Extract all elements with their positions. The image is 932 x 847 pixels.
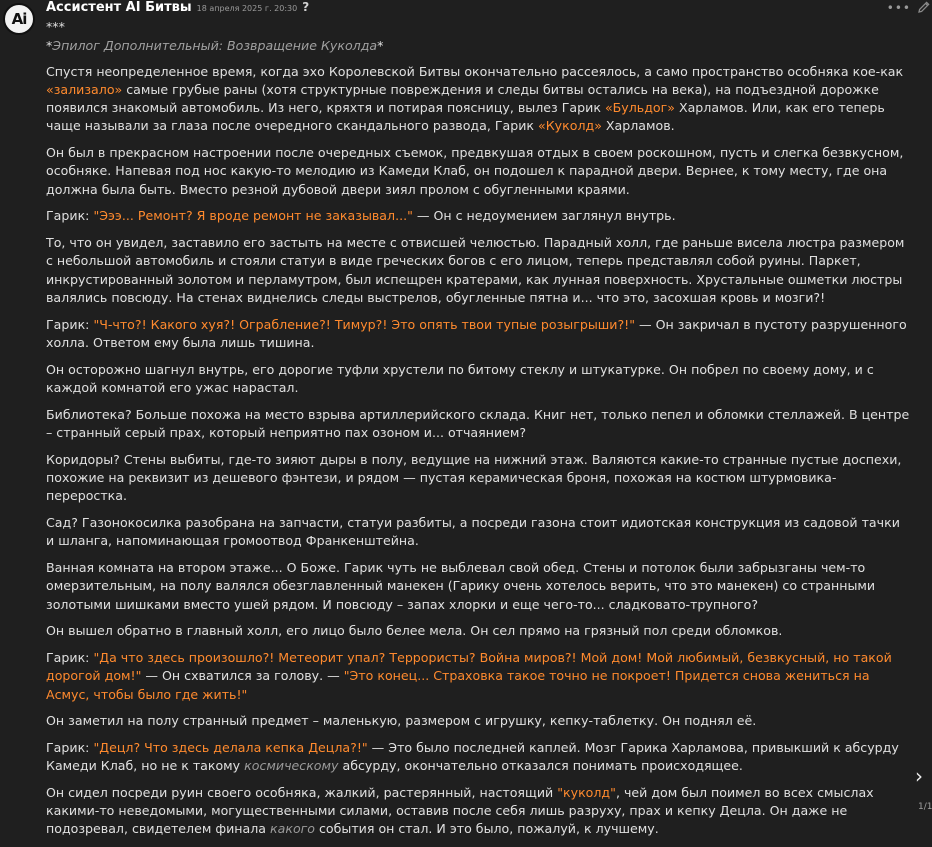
paragraph-9: Сад? Газонокосилка разобрана на запчасти, статуи разбиты, а посреди газона стоит идиотская конструкция из садовой тачки и шланга, напоминающая громоотвод Франкенштейна. [46, 514, 900, 549]
paragraph-13: Он заметил на полу странный предмет – маленькую, размером с игрушку, кепку-таблетку. Он поднял её. [46, 713, 757, 729]
highlight: «зализало» [46, 81, 123, 97]
pencil-icon[interactable] [917, 0, 931, 14]
stars-line: *** [46, 19, 65, 34]
epilogue-title-text: Эпилог Дополнительный: Возвращение Куколда [52, 38, 378, 54]
paragraph-2: Он был в прекрасном настроении после очередных съемок, предвкушая отдых в своем роскошном, пусть и слегка безвкусном, особняке. Напевая под нос какую-то мелодию из Камеди Клаб, он подошел к парадной двери. Вернее, к тому месту, где она должна была быть. Вместо резной дубовой двери зиял пролом с обугленными краями. [46, 145, 904, 197]
quote: "Децл? Что здесь делала кепка Децла?!" [93, 739, 368, 755]
paragraph-12: Гарик: "Да что здесь произошло?! Метеорит упал? Террористы? Война миров?! Мой дом! Мой любимый, безвкусный, но такой дорогой дом!" — Он схватился за голову. — "Это конец... Страховка такое точно не покроет! Придется снова жениться на Асмус, чтобы было где жить!" [46, 649, 892, 702]
chevron-right-icon[interactable]: › [915, 764, 923, 788]
highlight: «Бульдог» [604, 100, 675, 116]
paragraph-5: Гарик: "Ч-что?! Какого хуя?! Ограбление?! Тимур?! Это опять твои тупые розыгрыши?!" — Он закричал в пустоту разрушенного холла. Ответом ему была лишь тишина. [46, 316, 907, 351]
paragraph-6: Он осторожно шагнул внутрь, его дорогие туфли хрустели по битому стеклу и штукатурке. Он побрел по своему дому, и с каждой комнатой его ужас нарастал. [46, 361, 874, 395]
paragraph-8: Коридоры? Стены выбиты, где-то зияют дыры в полу, ведущие на нижний этаж. Валяются какие-то странные пустые доспехи, похожие на реквизит из дешевого фэнтези, и рядом — пустая керамическая броня, похожая на костюм штурмовика-переростка. [46, 451, 902, 504]
italic-word: какого [270, 821, 315, 837]
message-body [46, 18, 910, 847]
quote: "Ч-что?! Какого хуя?! Ограбление?! Тимур?! Это опять твои тупые розыгрыши?!" [93, 316, 636, 332]
avatar[interactable] [3, 3, 35, 35]
paragraph-14: Гарик: "Децл? Что здесь делала кепка Децла?!" — Это было последней каплей. Мозг Гарика Харламова, привыкший к абсурду Камеди Клаб, но не к такому космическому абсурду, окончательно отказался понимать происходящее. [46, 739, 899, 774]
message-header [46, 0, 309, 18]
quote: "Да что здесь произошло?! Метеорит упал? Террористы? Война миров?! Мой дом! Мой любимый, безвкусный, но такой дорогой дом!" [46, 649, 892, 684]
paragraph-3: Гарик: "Эээ... Ремонт? Я вроде ремонт не заказывал..." — Он с недоумением заглянул внутрь. [46, 208, 676, 224]
more-icon[interactable]: ••• [886, 1, 911, 15]
italic-word: космическому [244, 758, 339, 774]
highlight: «Куколд» [538, 118, 602, 134]
paragraph-15: Он сидел посреди руин своего особняка, жалкий, растерянный, настоящий "куколд", чей дом был поимел во всех смыслах какими-то неведомыми, могущественными силами, оставив после себя лишь разруху, прах и кепку Децла. Он даже не подозревал, свидетелем финала какого события он стал. И это было, пожалуй, к лучшему. [46, 784, 874, 837]
author-name[interactable]: Ассистент AI Битвы [46, 0, 192, 15]
timestamp: 18 апреля 2025 г. 20:30 [196, 4, 298, 13]
paragraph-10: Ванная комната на втором этаже... О Боже. Гарик чуть не выблевал свой обед. Стены и потолок были забрызганы чем-то омерзительным, на полу валялся обезглавленный манекен (Гарику очень хотелось верить, что это манекен) со странными золотыми шишками вместо ушей рядом. И повсюду – запах хлорки и еще чего-то... сладковато-трупного? [46, 559, 876, 612]
paragraph-11: Он вышел обратно в главный холл, его лицо было белее мела. Он сел прямо на грязный пол среди обломков. [46, 623, 783, 639]
paragraph-1: Спустя неопределенное время, когда эхо Королевской Битвы окончательно рассеялось, а само пространство особняка кое-как «зализало» самые грубые раны (хотя структурные повреждения и следы битвы остались на века), на подъездной дорожке появился знакомый автомобиль. Из него, кряхтя и потирая поясницу, вылез Гарик «Бульдог» Харламов. Или, как его теперь чаще называли за глаза после очередного скандального развода, Гарик «Куколд» Харламов. [46, 63, 904, 134]
avatar-label: Ai [11, 10, 27, 28]
page-counter: 1/1 [918, 802, 932, 812]
help-icon[interactable]: ? [302, 0, 310, 14]
quote: "куколд" [557, 784, 616, 800]
quote: "Эээ... Ремонт? Я вроде ремонт не заказывал..." [93, 208, 413, 224]
epilogue-title: *Эпилог Дополнительный: Возвращение Куколда* [46, 38, 384, 54]
quote: "Это конец... Страховка такое точно не покроет! Придется снова жениться на Асмус, чтобы было где жить!" [46, 668, 870, 702]
paragraph-4: То, что он увидел, заставило его застыть на месте с отвисшей челюстью. Парадный холл, где раньше висела люстра размером с небольшой автомобиль и стояли статуи в виде греческих богов с его лицом, теперь представлял собой руины. Паркет, инкрустированный золотом и перламутром, был испещрен кратерами, как лунная поверхность. Хрустальные ошметки люстры валялись повсюду. На стенах виднелись следы выстрелов, обугленные пятна и... что это, засохшая кровь и мозги?! [46, 235, 905, 306]
paragraph-7: Библиотека? Больше похожа на место взрыва артиллерийского склада. Книг нет, только пепел и обломки стеллажей. В центре – странный серый прах, который неприятно пах озоном и... отчаянием? [46, 406, 910, 440]
